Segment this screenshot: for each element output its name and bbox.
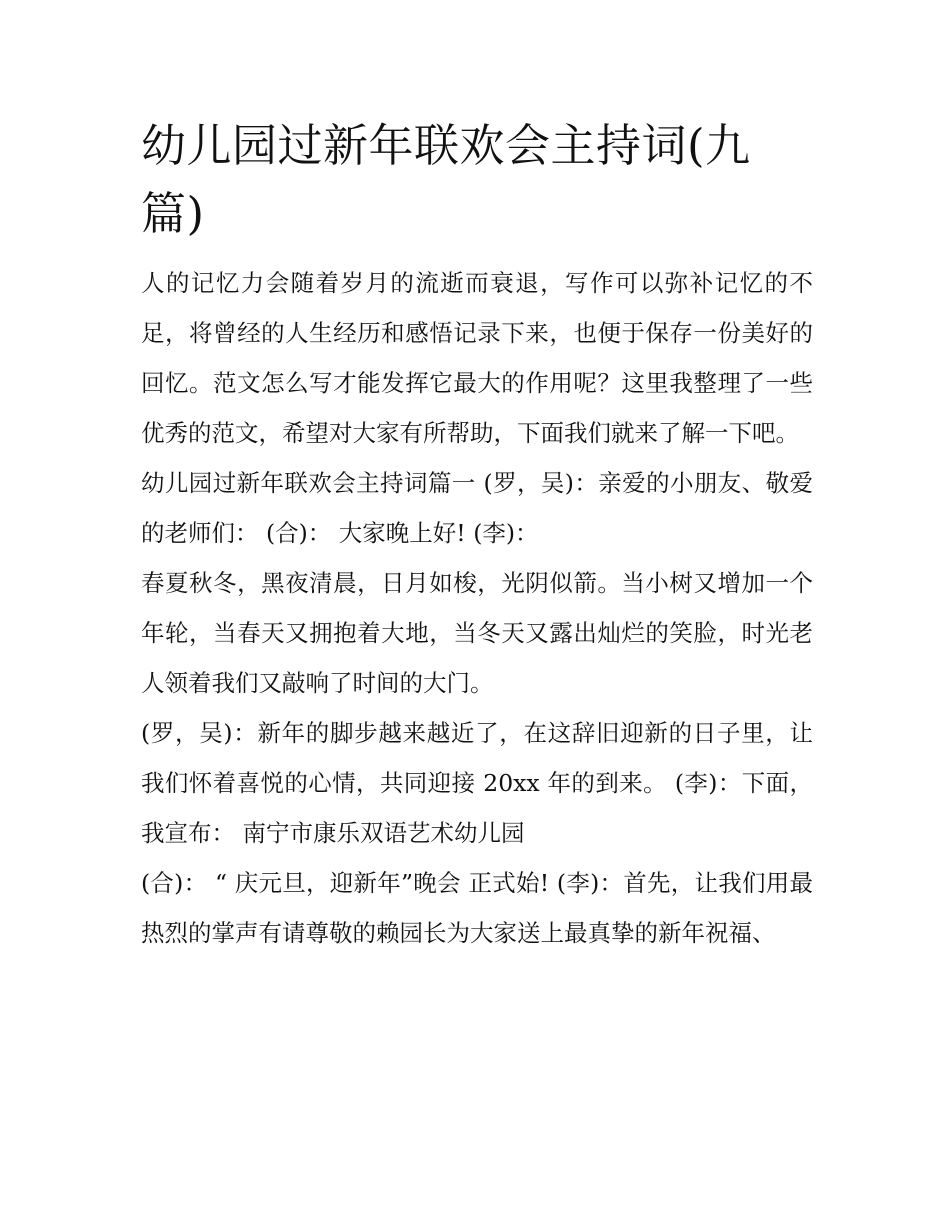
gala-start-paragraph: (合)： “ 庆元旦，迎新年”晚会 正式始! (李)：首先，让我们用最热烈的掌声有请尊敬的赖园长为大家送上最真挚的新年祝福、 bbox=[141, 869, 813, 947]
host-opening-paragraph: 幼儿园过新年联欢会主持词篇一 (罗，吴)：亲爱的小朋友、敬爱的老师们： (合)： 大家晚上好! (李)： bbox=[141, 469, 813, 547]
document-body bbox=[141, 112, 813, 958]
new-year-announcement-paragraph: (罗，吴)：新年的脚步越来越近了，在这辞旧迎新的日子里，让我们怀着喜悦的心情，共同迎接 20xx 年的到来。 (李)：下面，我宣布： 南宁市康乐双语艺术幼儿园 bbox=[141, 719, 813, 847]
intro-paragraph: 人的记忆力会随着岁月的流逝而衰退，写作可以弥补记忆的不足，将曾经的人生经历和感悟记录下来，也便于保存一份美好的回忆。范文怎么写才能发挥它最大的作用呢？这里我整理了一些优秀的范文，希望对大家有所帮助，下面我们就来了解一下吧。 bbox=[141, 269, 813, 447]
document-title: 幼儿园过新年联欢会主持词(九篇) bbox=[141, 119, 751, 240]
seasons-paragraph: 春夏秋冬，黑夜清晨，日月如梭，光阴似箭。当小树又增加一个年轮，当春天又拥抱着大地，当冬天又露出灿烂的笑脸，时光老人领着我们又敲响了时间的大门。 bbox=[141, 569, 813, 697]
